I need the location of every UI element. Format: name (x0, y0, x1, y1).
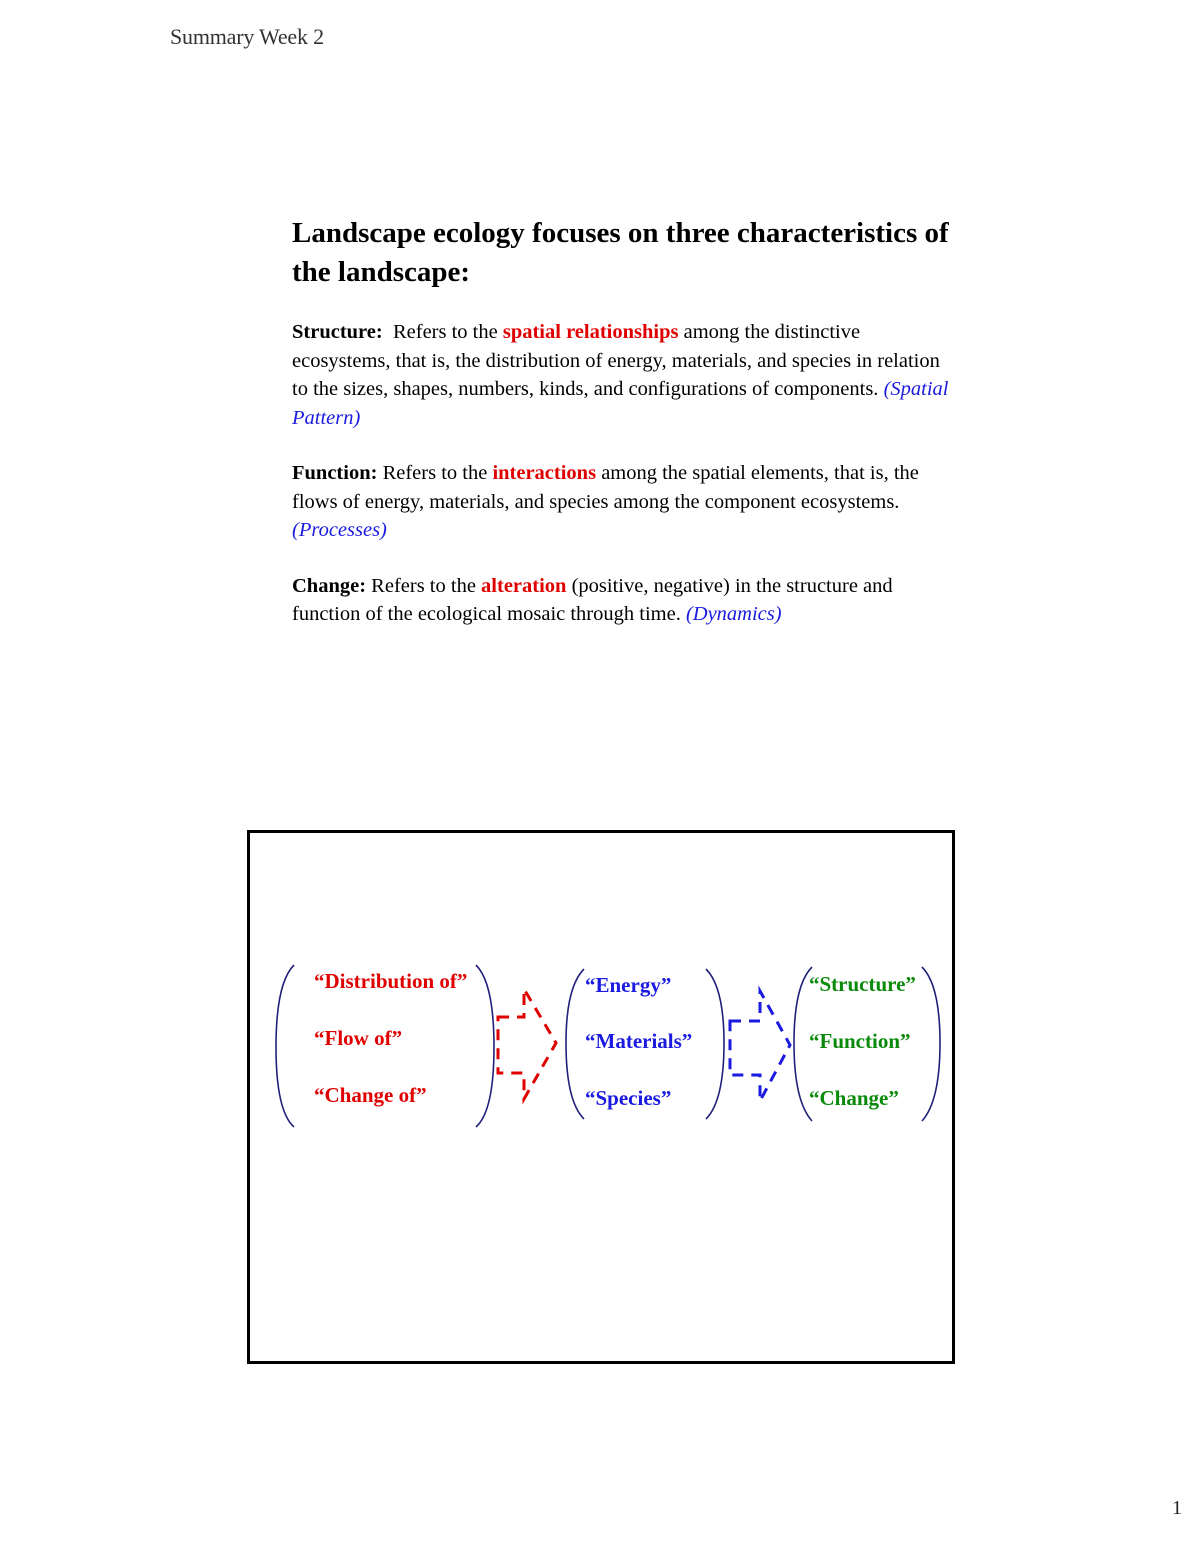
diagram-slide (247, 830, 955, 1364)
function-paragraph (292, 459, 952, 545)
structure-term: Structure: (292, 321, 383, 343)
species-label: “Species” (585, 1086, 672, 1110)
main-content (292, 214, 972, 656)
change-paragraph (292, 572, 952, 629)
change-pre-text: Refers to the (366, 574, 482, 597)
materials-label: “Materials” (585, 1029, 693, 1053)
group2-right-paren (706, 969, 724, 1119)
change-highlight: alteration (481, 574, 567, 597)
function-tag: (Processes) (292, 519, 387, 541)
group1-left-paren (276, 965, 294, 1127)
change-post-text: (positive, negative) in the structure and function of the ecological mosaic through time. (292, 574, 893, 625)
structure-label: “Structure” (809, 972, 916, 996)
change-term: Change: (292, 574, 367, 597)
blue-arrow-outline (730, 991, 790, 1101)
flow-of-label: “Flow of” (314, 1026, 403, 1050)
group3-right-paren (922, 967, 940, 1121)
function-highlight: interactions (492, 462, 597, 484)
change-of-label: “Change of” (314, 1083, 427, 1107)
function-label: “Function” (809, 1029, 911, 1053)
page-number: 1 (1172, 1497, 1182, 1519)
red-arrow-outline (498, 989, 556, 1099)
structure-tag: (Spatial Pattern) (292, 378, 949, 429)
group2-left-paren (566, 969, 584, 1119)
change-label: “Change” (809, 1086, 899, 1110)
structure-post-text: among the distinctive ecosystems, that is, the distribution of energy, materials, and species in relation to the sizes, shapes, numbers, kinds, and configurations of components. (292, 321, 940, 400)
function-term: Function: (292, 462, 378, 484)
function-post-text: among the spatial elements, that is, the flows of energy, materials, and species among the component ecosystems. (292, 462, 919, 513)
structure-pre-text: Refers to the (382, 321, 503, 343)
energy-label: “Energy” (585, 973, 672, 997)
group1-right-paren (476, 965, 494, 1127)
structure-highlight: spatial relationships (502, 321, 679, 343)
change-tag: (Dynamics) (685, 603, 782, 625)
page-header: Summary Week 2 (170, 24, 324, 49)
structure-paragraph (292, 318, 952, 432)
page-title: Landscape ecology focuses on three characteristics of the landscape: (292, 217, 949, 288)
function-pre-text: Refers to the (377, 462, 493, 484)
distribution-of-label: “Distribution of” (314, 969, 468, 993)
